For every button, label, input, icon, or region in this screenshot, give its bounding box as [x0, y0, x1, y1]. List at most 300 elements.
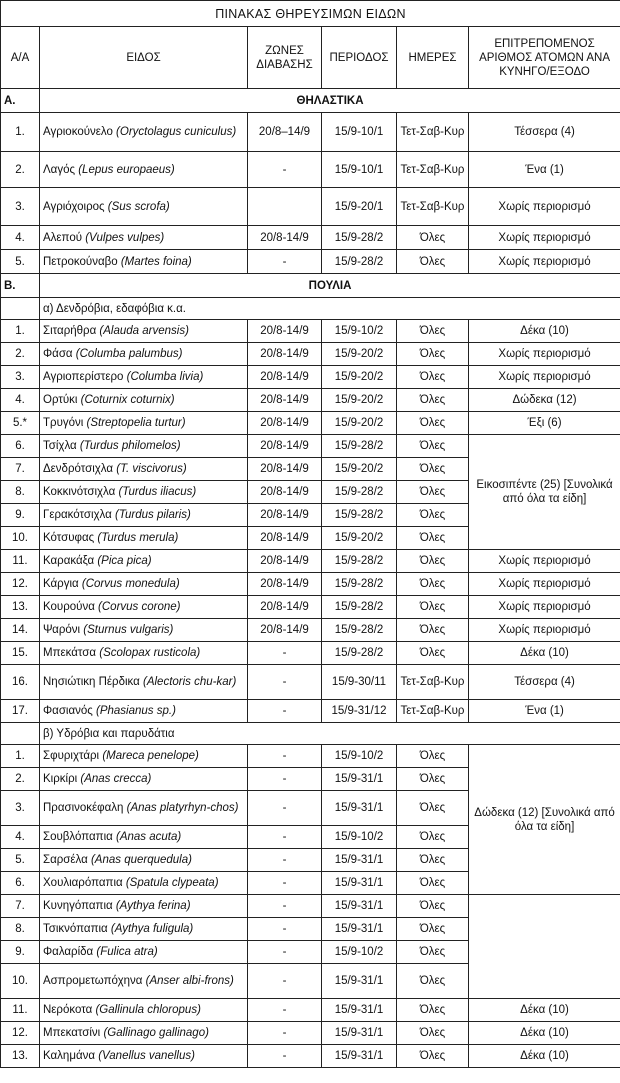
section-letter: Β. — [1, 274, 40, 298]
subsection-row — [1, 723, 620, 745]
allowed-cell: Χωρίς περιορισμό — [469, 188, 620, 226]
species-latin-name: (Sturnus vulgaris) — [83, 624, 174, 636]
species-cell — [40, 1045, 248, 1068]
species-latin-name: (Turdus pilaris) — [114, 509, 191, 521]
table-row — [1, 250, 620, 274]
species-latin-name: (Corvus corone) — [98, 601, 181, 613]
row-number: 6. — [1, 435, 40, 458]
subsection-blank — [1, 298, 40, 320]
species-latin-name: (Vulpes vulpes) — [85, 231, 165, 244]
row-number: 6. — [1, 872, 40, 895]
allowed-cell: Χωρίς περιορισμό — [469, 343, 620, 366]
zones-cell: - — [248, 152, 322, 188]
row-number: 5. — [1, 849, 40, 872]
species-latin-name: (Vanellus vanellus) — [98, 1050, 195, 1062]
allowed-cell: Χωρίς περιορισμό — [469, 573, 620, 596]
period-cell: 15/9-20/2 — [322, 458, 397, 481]
period-cell: 15/9-20/2 — [322, 343, 397, 366]
species-cell — [40, 113, 248, 152]
species-common-name: Σαρσέλα — [43, 854, 91, 866]
days-cell: Όλες — [397, 596, 469, 619]
header-aa: Α/Α — [1, 27, 40, 89]
allowed-cell: Δέκα (10) — [469, 1022, 620, 1045]
allowed-cell: Τέσσερα (4) — [469, 113, 620, 152]
table-row — [1, 596, 620, 619]
zones-cell: 20/8-14/9 — [248, 389, 322, 412]
table-row — [1, 188, 620, 226]
table-row — [1, 366, 620, 389]
species-latin-name: (Lepus europaeus) — [78, 163, 175, 176]
table-body — [1, 89, 620, 1068]
species-latin-name: (Phasianus sp.) — [96, 705, 176, 717]
species-cell — [40, 435, 248, 458]
allowed-cell: Δέκα (10) — [469, 320, 620, 343]
species-latin-name: (Scolopax rusticola) — [99, 647, 201, 659]
period-cell: 15/9-31/1 — [322, 768, 397, 791]
days-cell: Όλες — [397, 791, 469, 826]
header-zones: ΖΩΝΕΣ ΔΙΑΒΑΣΗΣ — [248, 27, 322, 89]
days-cell: Όλες — [397, 999, 469, 1022]
species-latin-name: (Spatula clypeata) — [125, 877, 219, 889]
species-common-name: Σιταρήθρα — [43, 325, 100, 337]
species-latin-name: (Alectoris chu-kar) — [143, 676, 237, 688]
days-cell: Όλες — [397, 412, 469, 435]
species-common-name: Λαγός — [43, 163, 79, 176]
allowed-cell: Χωρίς περιορισμό — [469, 550, 620, 573]
zones-cell: - — [248, 826, 322, 849]
table-row — [1, 1022, 620, 1045]
period-cell: 15/9-31/1 — [322, 791, 397, 826]
period-cell: 15/9-10/2 — [322, 826, 397, 849]
species-common-name: Ψαρόνι — [43, 624, 84, 636]
species-latin-name: (Turdus iliacus) — [118, 486, 197, 498]
subsection-blank — [1, 723, 40, 745]
allowed-cell: Έξι (6) — [469, 412, 620, 435]
zones-cell: - — [248, 700, 322, 723]
row-number: 12. — [1, 1022, 40, 1045]
period-cell: 15/9-10/2 — [322, 745, 397, 768]
species-cell — [40, 1022, 248, 1045]
table-row — [1, 435, 620, 458]
period-cell: 15/9-28/2 — [322, 226, 397, 250]
species-cell — [40, 700, 248, 723]
species-cell — [40, 481, 248, 504]
species-common-name: Πρασινοκέφαλη — [43, 802, 127, 814]
section-label: ΠΟΥΛΙΑ — [40, 274, 620, 298]
species-common-name: Κάργια — [43, 578, 82, 590]
days-cell: Όλες — [397, 458, 469, 481]
row-number: 4. — [1, 226, 40, 250]
species-latin-name: (Martes foina) — [120, 255, 192, 268]
zones-cell: - — [248, 964, 322, 999]
table-row — [1, 665, 620, 700]
species-cell — [40, 573, 248, 596]
species-latin-name: (Aythya fuligula) — [110, 923, 194, 935]
species-common-name: Σφυριχτάρι — [43, 750, 103, 762]
days-cell: Όλες — [397, 481, 469, 504]
section-row — [1, 89, 620, 113]
zones-cell: 20/8-14/9 — [248, 573, 322, 596]
species-latin-name: (Coturnix coturnix) — [80, 394, 175, 406]
zones-cell: - — [248, 642, 322, 665]
species-latin-name: (Mareca penelope) — [102, 750, 199, 762]
days-cell: Όλες — [397, 527, 469, 550]
days-cell: Τετ-Σαβ-Κυρ — [397, 188, 469, 226]
species-cell — [40, 999, 248, 1022]
row-number: 17. — [1, 700, 40, 723]
allowed-blank-cell — [469, 895, 620, 999]
period-cell: 15/9-20/2 — [322, 389, 397, 412]
row-number: 14. — [1, 619, 40, 642]
zones-cell: - — [248, 849, 322, 872]
zones-cell: 20/8-14/9 — [248, 343, 322, 366]
allowed-cell: Χωρίς περιορισμό — [469, 596, 620, 619]
species-common-name: Ασπρομετωπόχηνα — [43, 975, 146, 987]
zones-cell: 20/8-14/9 — [248, 320, 322, 343]
period-cell: 15/9-28/2 — [322, 596, 397, 619]
subsection-row — [1, 298, 620, 320]
allowed-cell: Δέκα (10) — [469, 642, 620, 665]
period-cell: 15/9-31/1 — [322, 1045, 397, 1068]
species-common-name: Τσικνόπαπια — [43, 923, 111, 935]
species-latin-name: (T. viscivorus) — [116, 463, 187, 475]
species-common-name: Μπεκατσίνι — [43, 1027, 104, 1039]
allowed-cell: Ένα (1) — [469, 700, 620, 723]
species-common-name: Γερακότσιχλα — [43, 509, 115, 521]
allowed-cell: Δέκα (10) — [469, 1045, 620, 1068]
species-cell — [40, 918, 248, 941]
species-cell — [40, 188, 248, 226]
species-latin-name: (Gallinula chloropus) — [95, 1004, 201, 1016]
days-cell: Όλες — [397, 849, 469, 872]
row-number: 4. — [1, 826, 40, 849]
row-number: 11. — [1, 999, 40, 1022]
species-common-name: Φάσα — [43, 348, 76, 360]
row-number: 16. — [1, 665, 40, 700]
species-common-name: Χουλιαρόπαπια — [43, 877, 126, 889]
days-cell: Όλες — [397, 642, 469, 665]
row-number: 3. — [1, 188, 40, 226]
table-row — [1, 320, 620, 343]
row-number: 2. — [1, 343, 40, 366]
days-cell: Όλες — [397, 504, 469, 527]
zones-cell: 20/8-14/9 — [248, 435, 322, 458]
row-number: 2. — [1, 768, 40, 791]
days-cell: Όλες — [397, 895, 469, 918]
days-cell: Όλες — [397, 619, 469, 642]
zones-cell: - — [248, 872, 322, 895]
section-letter: Α. — [1, 89, 40, 113]
days-cell: Όλες — [397, 872, 469, 895]
period-cell: 15/9-31/1 — [322, 895, 397, 918]
table-row — [1, 700, 620, 723]
period-cell: 15/9-28/2 — [322, 619, 397, 642]
species-cell — [40, 791, 248, 826]
species-common-name: Μπεκάτσα — [43, 647, 100, 659]
period-cell: 15/9-28/2 — [322, 550, 397, 573]
row-number: 1. — [1, 320, 40, 343]
allowed-cell: Τέσσερα (4) — [469, 665, 620, 700]
species-common-name: Κιρκίρι — [43, 773, 81, 785]
zones-cell: 20/8-14/9 — [248, 226, 322, 250]
period-cell: 15/9-10/2 — [322, 941, 397, 964]
days-cell: Όλες — [397, 250, 469, 274]
zones-cell: - — [248, 1045, 322, 1068]
header-allowed: ΕΠΙΤΡΕΠΟΜΕΝΟΣ ΑΡΙΘΜΟΣ ΑΤΟΜΩΝ ΑΝΑ ΚΥΝΗΓΟ/ΕΞΟΔΟ — [469, 27, 620, 89]
row-number: 7. — [1, 458, 40, 481]
table-row — [1, 573, 620, 596]
days-cell: Όλες — [397, 226, 469, 250]
days-cell: Όλες — [397, 366, 469, 389]
zones-cell: - — [248, 768, 322, 791]
zones-cell: - — [248, 895, 322, 918]
species-common-name: Τρυγόνι — [43, 417, 87, 429]
species-common-name: Αγριόχοιρος — [43, 200, 108, 213]
days-cell: Τετ-Σαβ-Κυρ — [397, 113, 469, 152]
zones-cell — [248, 188, 322, 226]
zones-cell: 20/8–14/9 — [248, 113, 322, 152]
species-cell — [40, 826, 248, 849]
species-latin-name: (Anas acuta) — [115, 831, 182, 843]
row-number: 9. — [1, 504, 40, 527]
species-common-name: Νησιώτικη Πέρδικα — [43, 676, 143, 688]
days-cell: Όλες — [397, 768, 469, 791]
days-cell: Όλες — [397, 918, 469, 941]
species-latin-name: (Pica pica) — [97, 555, 152, 567]
row-number: 5.* — [1, 412, 40, 435]
period-cell: 15/9-20/2 — [322, 366, 397, 389]
table-row — [1, 152, 620, 188]
species-latin-name: (Gallinago gallinago) — [103, 1027, 209, 1039]
species-cell — [40, 596, 248, 619]
species-cell — [40, 389, 248, 412]
zones-cell: 20/8-14/9 — [248, 366, 322, 389]
species-cell — [40, 550, 248, 573]
table-row — [1, 895, 620, 918]
period-cell: 15/9-31/12 — [322, 700, 397, 723]
species-common-name: Πετροκούναβο — [43, 255, 121, 268]
species-latin-name: (Columba livia) — [126, 371, 204, 383]
table-row — [1, 412, 620, 435]
zones-cell: - — [248, 665, 322, 700]
species-common-name: Κουρούνα — [43, 601, 99, 613]
days-cell: Όλες — [397, 745, 469, 768]
period-cell: 15/9-31/1 — [322, 872, 397, 895]
species-cell — [40, 642, 248, 665]
species-latin-name: (Anas crecca) — [80, 773, 152, 785]
species-latin-name: (Oryctolagus cuniculus) — [116, 126, 237, 138]
period-cell: 15/9-10/2 — [322, 320, 397, 343]
days-cell: Όλες — [397, 826, 469, 849]
period-cell: 15/9-20/2 — [322, 412, 397, 435]
header-species: ΕΙΔΟΣ — [40, 27, 248, 89]
days-cell: Τετ-Σαβ-Κυρ — [397, 152, 469, 188]
period-cell: 15/9-20/2 — [322, 527, 397, 550]
row-number: 4. — [1, 389, 40, 412]
species-cell — [40, 849, 248, 872]
period-cell: 15/9-10/1 — [322, 113, 397, 152]
row-number: 11. — [1, 550, 40, 573]
zones-cell: - — [248, 941, 322, 964]
species-common-name: Φασιανός — [43, 705, 97, 717]
zones-cell: 20/8-14/9 — [248, 619, 322, 642]
row-number: 2. — [1, 152, 40, 188]
species-common-name: Φαλαρίδα — [43, 946, 97, 958]
period-cell: 15/9-31/1 — [322, 964, 397, 999]
species-cell — [40, 872, 248, 895]
species-latin-name: (Alauda arvensis) — [99, 325, 189, 337]
row-number: 13. — [1, 596, 40, 619]
allowed-group-cell: Εικοσιπέντε (25) [Συνολικά από όλα τα είδη] — [469, 435, 620, 550]
zones-cell: - — [248, 1022, 322, 1045]
zones-cell: - — [248, 745, 322, 768]
species-cell — [40, 366, 248, 389]
allowed-cell: Χωρίς περιορισμό — [469, 619, 620, 642]
zones-cell: 20/8-14/9 — [248, 596, 322, 619]
row-number: 3. — [1, 791, 40, 826]
species-common-name: Δενδρότσιχλα — [43, 463, 117, 475]
species-cell — [40, 226, 248, 250]
days-cell: Τετ-Σαβ-Κυρ — [397, 700, 469, 723]
table-row — [1, 745, 620, 768]
period-cell: 15/9-20/1 — [322, 188, 397, 226]
zones-cell: - — [248, 918, 322, 941]
allowed-cell: Χωρίς περιορισμό — [469, 226, 620, 250]
species-cell — [40, 250, 248, 274]
days-cell: Όλες — [397, 343, 469, 366]
period-cell: 15/9-28/2 — [322, 573, 397, 596]
zones-cell: 20/8-14/9 — [248, 412, 322, 435]
period-cell: 15/9-31/1 — [322, 918, 397, 941]
species-latin-name: (Turdus philomelos) — [79, 440, 181, 452]
species-common-name: Αγριοκούνελο — [43, 126, 117, 138]
species-latin-name: (Anas querquedula) — [90, 854, 192, 866]
period-cell: 15/9-28/2 — [322, 250, 397, 274]
row-number: 3. — [1, 366, 40, 389]
allowed-cell: Δώδεκα (12) — [469, 389, 620, 412]
row-number: 5. — [1, 250, 40, 274]
period-cell: 15/9-30/11 — [322, 665, 397, 700]
row-number: 10. — [1, 527, 40, 550]
species-common-name: Ορτύκι — [43, 394, 81, 406]
period-cell: 15/9-28/2 — [322, 504, 397, 527]
species-cell — [40, 745, 248, 768]
table-row — [1, 113, 620, 152]
species-common-name: Καλημάνα — [43, 1050, 99, 1062]
row-number: 1. — [1, 113, 40, 152]
species-common-name: Νερόκοτα — [43, 1004, 96, 1016]
species-latin-name: (Sus scrofa) — [107, 200, 170, 213]
row-number: 10. — [1, 964, 40, 999]
period-cell: 15/9-28/2 — [322, 435, 397, 458]
days-cell: Όλες — [397, 550, 469, 573]
species-common-name: Σουβλόπαπια — [43, 831, 116, 843]
species-cell — [40, 941, 248, 964]
table-row — [1, 226, 620, 250]
subsection-label: α) Δενδρόβια, εδαφόβια κ.α. — [40, 298, 620, 320]
zones-cell: 20/8-14/9 — [248, 504, 322, 527]
zones-cell: 20/8-14/9 — [248, 481, 322, 504]
days-cell: Όλες — [397, 1022, 469, 1045]
species-common-name: Κυνηγόπαπια — [43, 900, 116, 912]
species-latin-name: (Anser albi-frons) — [145, 975, 234, 987]
species-cell — [40, 895, 248, 918]
species-cell — [40, 768, 248, 791]
header-days: ΗΜΕΡΕΣ — [397, 27, 469, 89]
zones-cell: - — [248, 999, 322, 1022]
allowed-cell: Δέκα (10) — [469, 999, 620, 1022]
allowed-cell: Ένα (1) — [469, 152, 620, 188]
section-label: ΘΗΛΑΣΤΙΚΑ — [40, 89, 620, 113]
species-cell — [40, 527, 248, 550]
period-cell: 15/9-31/1 — [322, 999, 397, 1022]
species-latin-name: (Turdus merula) — [97, 532, 179, 544]
days-cell: Όλες — [397, 964, 469, 999]
days-cell: Όλες — [397, 320, 469, 343]
table-row — [1, 642, 620, 665]
species-cell — [40, 665, 248, 700]
row-number: 7. — [1, 895, 40, 918]
days-cell: Τετ-Σαβ-Κυρ — [397, 665, 469, 700]
allowed-cell: Χωρίς περιορισμό — [469, 366, 620, 389]
species-cell — [40, 619, 248, 642]
species-latin-name: (Columba palumbus) — [75, 348, 183, 360]
species-cell — [40, 504, 248, 527]
row-number: 8. — [1, 918, 40, 941]
period-cell: 15/9-28/2 — [322, 642, 397, 665]
days-cell: Όλες — [397, 941, 469, 964]
species-cell — [40, 412, 248, 435]
row-number: 9. — [1, 941, 40, 964]
table-row — [1, 1045, 620, 1068]
section-row — [1, 274, 620, 298]
row-number: 8. — [1, 481, 40, 504]
species-latin-name: (Aythya ferina) — [115, 900, 191, 912]
zones-cell: - — [248, 791, 322, 826]
zones-cell: 20/8-14/9 — [248, 458, 322, 481]
species-common-name: Καρακάξα — [43, 555, 98, 567]
species-cell — [40, 964, 248, 999]
days-cell: Όλες — [397, 435, 469, 458]
zones-cell: 20/8-14/9 — [248, 527, 322, 550]
table-row — [1, 550, 620, 573]
species-cell — [40, 458, 248, 481]
species-latin-name: (Fulica atra) — [96, 946, 158, 958]
table-row — [1, 619, 620, 642]
row-number: 15. — [1, 642, 40, 665]
species-cell — [40, 343, 248, 366]
row-number: 12. — [1, 573, 40, 596]
species-cell — [40, 152, 248, 188]
zones-cell: 20/8-14/9 — [248, 550, 322, 573]
days-cell: Όλες — [397, 389, 469, 412]
table-row — [1, 343, 620, 366]
species-latin-name: (Corvus monedula) — [81, 578, 180, 590]
period-cell: 15/9-10/1 — [322, 152, 397, 188]
species-cell — [40, 320, 248, 343]
species-common-name: Αγριοπερίστερο — [43, 371, 127, 383]
allowed-group-cell: Δώδεκα (12) [Συνολικά από όλα τα είδη] — [469, 745, 620, 895]
species-common-name: Αλεπού — [43, 231, 86, 244]
table-row — [1, 389, 620, 412]
days-cell: Όλες — [397, 1045, 469, 1068]
species-common-name: Τσίχλα — [43, 440, 80, 452]
species-common-name: Κότσυφας — [43, 532, 98, 544]
row-number: 1. — [1, 745, 40, 768]
zones-cell: - — [248, 250, 322, 274]
subsection-label: β) Υδρόβια και παρυδάτια — [40, 723, 620, 745]
header-period: ΠΕΡΙΟΔΟΣ — [322, 27, 397, 89]
